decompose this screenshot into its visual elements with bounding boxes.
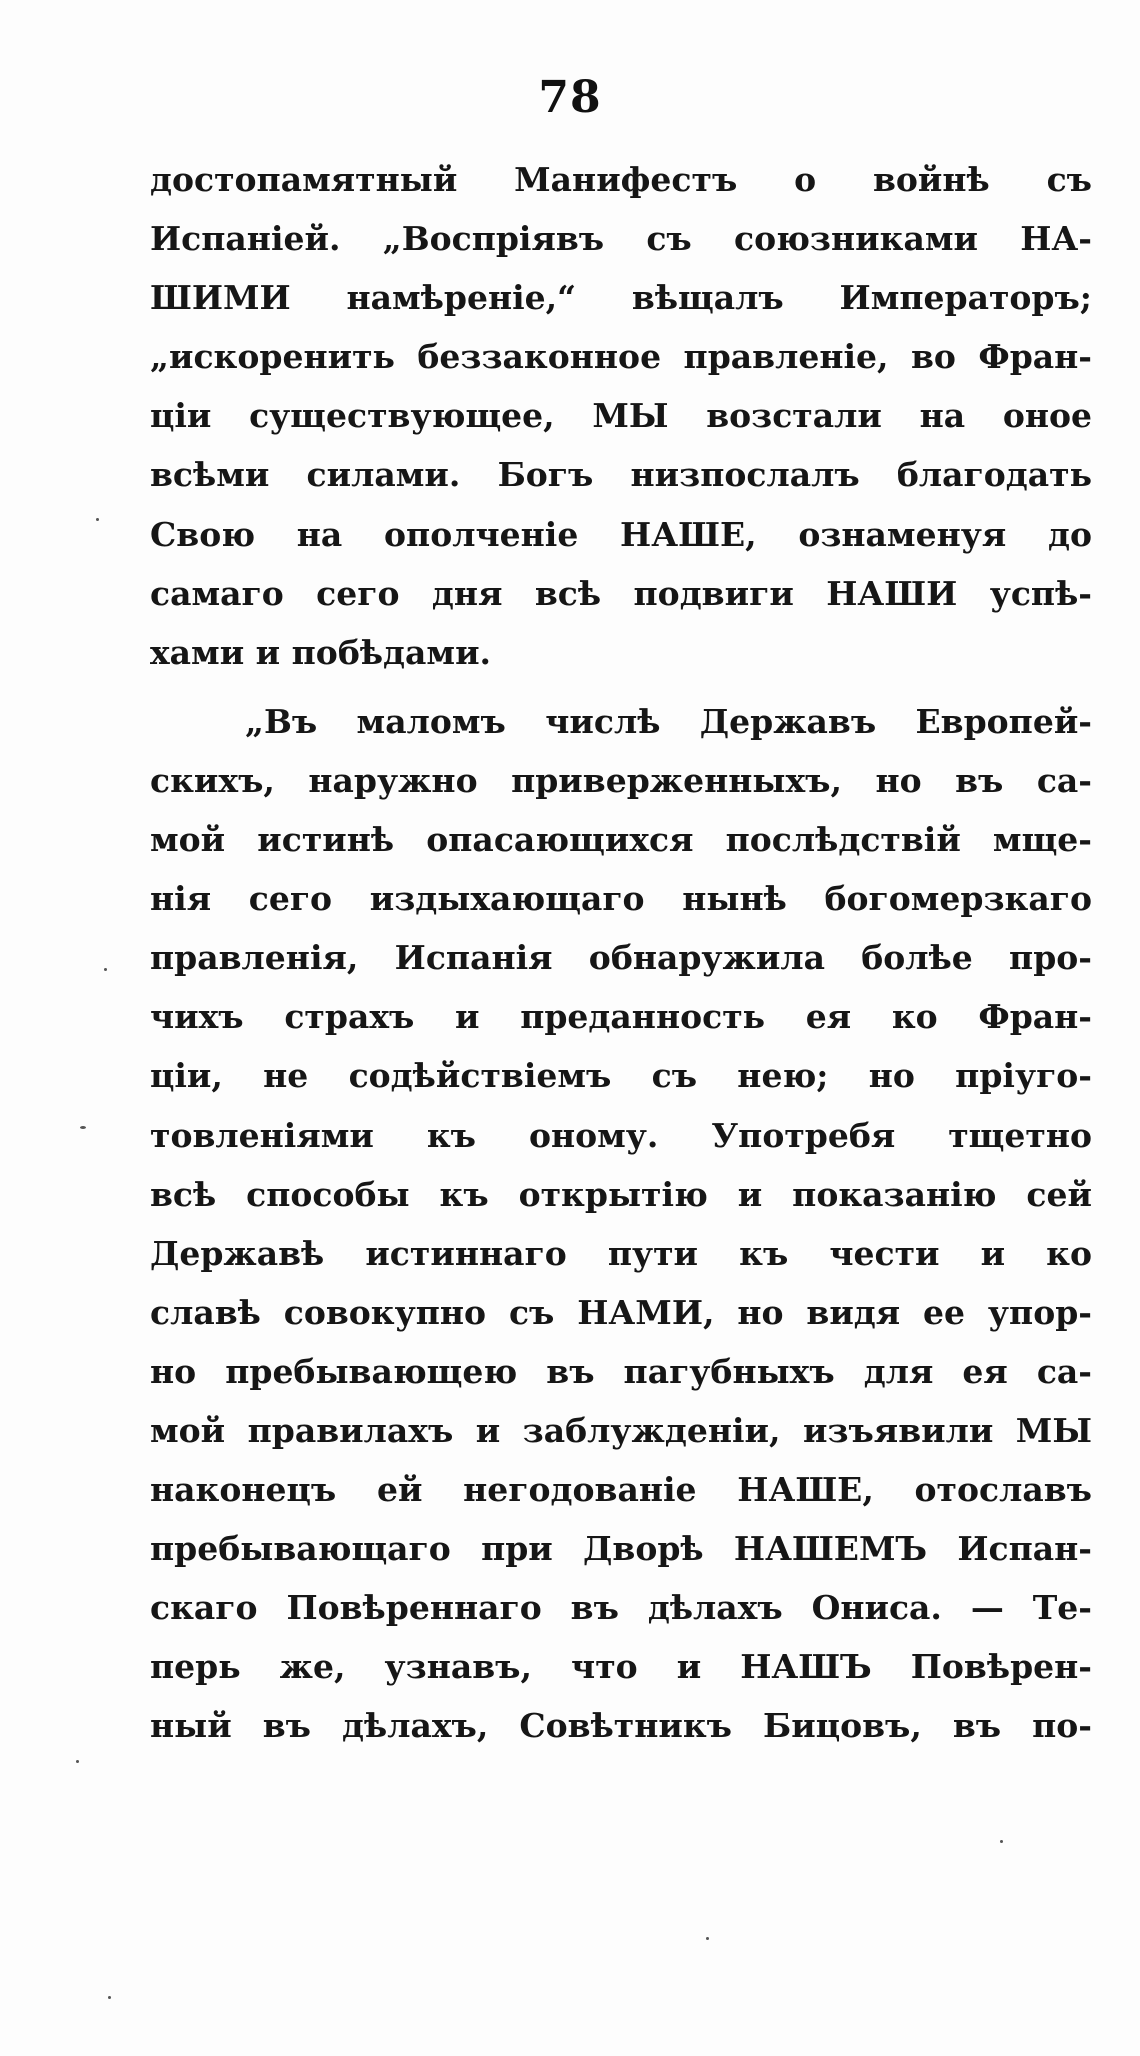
scan-speck [108, 1996, 111, 1999]
scan-speck [104, 968, 107, 971]
text-line: правленія, Испанія обнаружила болѣе про- [150, 938, 1092, 978]
text-line: мой правилахъ и заблужденіи, изъявили МЫ [150, 1410, 1092, 1450]
text-line: пребывающаго при Дворѣ НАШЕМЪ Испан- [150, 1529, 1092, 1569]
text-line: скаго Повѣреннаго въ дѣлахъ Ониса. — Те- [150, 1588, 1092, 1628]
text-line: „Въ маломъ числѣ Державъ Европей- [245, 701, 1092, 741]
text-line: Испаніей. „Воспріявъ съ союзниками НА- [150, 219, 1092, 259]
text-line: ный въ дѣлахъ, Совѣтникъ Бицовъ, въ по- [150, 1706, 1092, 1746]
text-line: наконецъ ей негодованіе НАШЕ, отославъ [150, 1470, 1092, 1510]
text-line: самаго сего дня всѣ подвиги НАШИ успѣ- [150, 573, 1092, 613]
scan-speck [706, 1937, 709, 1940]
scan-speck [80, 1126, 86, 1129]
text-line: Державѣ истиннаго пути къ чести и ко [150, 1233, 1092, 1273]
text-line: скихъ, наружно приверженныхъ, но въ са- [150, 760, 1092, 800]
text-line: достопамятный Манифестъ о войнѣ съ [150, 160, 1092, 199]
text-line: „искоренить беззаконное правленіе, во Фран- [150, 337, 1092, 377]
scan-speck [76, 1760, 79, 1763]
paragraph [150, 150, 1092, 682]
page-number: 78 [538, 72, 602, 123]
text-line: чихъ страхъ и преданность ея ко Фран- [150, 997, 1092, 1037]
text-line: перь же, узнавъ, что и НАШЪ Повѣрен- [150, 1647, 1092, 1687]
text-line: мой истинѣ опасающихся послѣдствій мще- [150, 820, 1092, 860]
text-line: ціи существующее, МЫ возстали на оное [150, 396, 1092, 436]
text-line: ціи, не содѣйствіемъ съ нею; но пріуго- [150, 1056, 1092, 1096]
text-line: всѣми силами. Богъ низпослалъ благодать [150, 455, 1092, 495]
scan-speck [96, 518, 99, 521]
text-line: Свою на ополченіе НАШЕ, ознаменуя до [150, 514, 1092, 554]
text-line: славѣ совокупно съ НАМИ, но видя ее упор- [150, 1292, 1092, 1332]
paragraph-gap [150, 682, 1092, 692]
text-line: всѣ способы къ открытію и показанію сей [150, 1174, 1092, 1214]
text-line: но пребывающею въ пагубныхъ для ея са- [150, 1351, 1092, 1391]
text-line: нія сего издыхающаго нынѣ богомерзкаго [150, 879, 1092, 919]
scan-speck [1000, 1840, 1003, 1843]
page-body [150, 150, 1092, 1756]
text-line: хами и побѣдами. [150, 632, 492, 672]
paragraph [150, 692, 1092, 1756]
text-line: ШИМИ намѣреніе,“ вѣщалъ Императоръ; [150, 278, 1092, 318]
text-line: товленіями къ оному. Употребя тщетно [150, 1115, 1092, 1155]
